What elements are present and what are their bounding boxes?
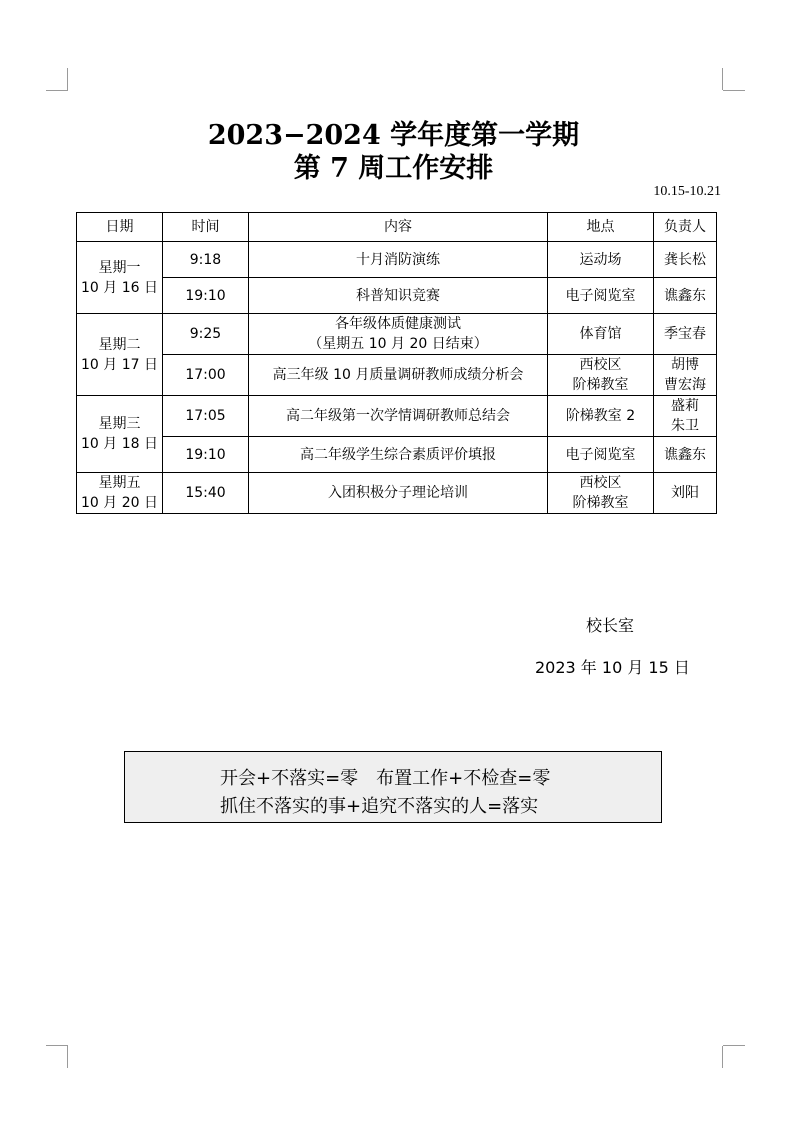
day-cell: 星期二 10 月 17 日: [77, 314, 163, 396]
place-cell: 电子阅览室: [548, 278, 654, 314]
person-cell: 刘阳: [654, 473, 717, 514]
crop-mark-bottom-left-h: [46, 1045, 68, 1046]
content-cell: 各年级体质健康测试 （星期五 10 月 20 日结束）: [249, 314, 548, 355]
table-row: [77, 355, 717, 396]
place-cell: 阶梯教室 2: [548, 396, 654, 437]
person-cell: 盛莉 朱卫: [654, 396, 717, 437]
content-cell: 高三年级 10 月质量调研教师成绩分析会: [249, 355, 548, 396]
motto-box: [124, 751, 662, 823]
table-row: [77, 473, 717, 514]
crop-mark-top-right-h: [723, 90, 745, 91]
crop-mark-bottom-right: [722, 1046, 723, 1068]
time-cell: 17:00: [163, 355, 249, 396]
time-cell: 19:10: [163, 278, 249, 314]
header-time: 时间: [163, 213, 249, 242]
time-cell: 15:40: [163, 473, 249, 514]
time-cell: 9:18: [163, 242, 249, 278]
date-range: 10.15-10.21: [653, 184, 721, 199]
header-person: 负责人: [654, 213, 717, 242]
person-cell: 季宝春: [654, 314, 717, 355]
content-cell: 入团积极分子理论培训: [249, 473, 548, 514]
crop-mark-top-left: [67, 68, 68, 90]
table-row: [77, 396, 717, 437]
day-cell: 星期一 10 月 16 日: [77, 242, 163, 314]
person-cell: 谯鑫东: [654, 437, 717, 473]
document-title-line-2: 第 7 周工作安排: [293, 153, 494, 184]
crop-mark-top-left-h: [46, 90, 68, 91]
place-cell: 西校区 阶梯教室: [548, 473, 654, 514]
content-cell: 科普知识竞赛: [249, 278, 548, 314]
time-cell: 19:10: [163, 437, 249, 473]
crop-mark-bottom-left: [67, 1046, 68, 1068]
day-cell: 星期三 10 月 18 日: [77, 396, 163, 473]
table-row: [77, 437, 717, 473]
motto-line-1: 开会+不落实=零 布置工作+不检查=零: [220, 768, 551, 789]
table-row: [77, 242, 717, 278]
header-date: 日期: [77, 213, 163, 242]
header-place: 地点: [548, 213, 654, 242]
place-cell: 西校区 阶梯教室: [548, 355, 654, 396]
content-cell: 十月消防演练: [249, 242, 548, 278]
signature-office: 校长室: [586, 616, 635, 635]
table-header-row: [77, 213, 717, 242]
place-cell: 体育馆: [548, 314, 654, 355]
place-cell: 电子阅览室: [548, 437, 654, 473]
time-cell: 9:25: [163, 314, 249, 355]
table-row: [77, 314, 717, 355]
header-content: 内容: [249, 213, 548, 242]
signature-date: 2023 年 10 月 15 日: [535, 658, 690, 677]
content-cell: 高二年级学生综合素质评价填报: [249, 437, 548, 473]
person-cell: 龚长松: [654, 242, 717, 278]
crop-mark-bottom-right-h: [723, 1045, 745, 1046]
document-title-line-1: 2023−2024 学年度第一学期: [207, 120, 580, 151]
place-cell: 运动场: [548, 242, 654, 278]
day-cell: 星期五 10 月 20 日: [77, 473, 163, 514]
person-cell: 胡博 曹宏海: [654, 355, 717, 396]
table-row: [77, 278, 717, 314]
time-cell: 17:05: [163, 396, 249, 437]
content-cell: 高二年级第一次学情调研教师总结会: [249, 396, 548, 437]
person-cell: 谯鑫东: [654, 278, 717, 314]
schedule-table: [76, 212, 717, 514]
crop-mark-top-right: [722, 68, 723, 90]
motto-line-2: 抓住不落实的事+追究不落实的人=落实: [220, 796, 539, 817]
